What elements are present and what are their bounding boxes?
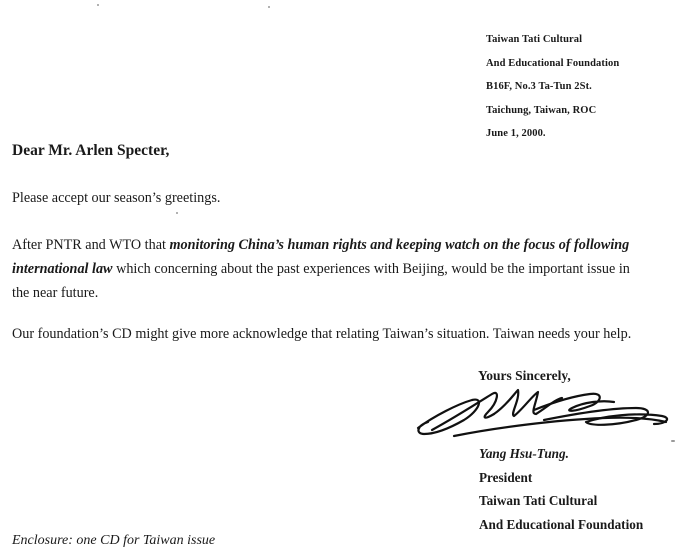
paragraph-greetings: Please accept our season’s greetings. (12, 190, 221, 206)
signer-block (479, 442, 643, 536)
handwritten-signature-icon (414, 380, 684, 450)
sender-org-line1: Taiwan Tati Cultural (486, 34, 583, 45)
paragraph-main-emphasis-1: monitoring China’s human rights and keeping watch on the focus of following (169, 237, 630, 253)
sender-address-block (486, 28, 619, 146)
signer-org-line2: And Educational Foundation (479, 516, 644, 532)
signer-name: Yang Hsu-Tung. (479, 446, 569, 461)
scan-speck (97, 4, 99, 6)
letter-date: June 1, 2000. (486, 128, 546, 139)
paragraph-cd: Our foundation’s CD might give more acknowledge that relating Taiwan’s situation. Taiwan needs your help. (12, 326, 632, 342)
paragraph-main-emphasis-2: international law (12, 261, 113, 277)
salutation: Dear Mr. Arlen Specter, (12, 142, 170, 159)
scan-speck (268, 6, 270, 8)
scan-speck (176, 212, 178, 214)
paragraph-main-line2 (12, 257, 630, 281)
paragraph-main-line3: the near future. (12, 285, 99, 301)
sender-org-line2: And Educational Foundation (486, 57, 620, 69)
paragraph-main-line1-prefix: After PNTR and WTO that (12, 237, 170, 253)
sender-street: B16F, No.3 Ta-Tun 2St. (486, 81, 592, 92)
paragraph-main-line1 (12, 233, 630, 257)
paragraph-main (12, 233, 630, 305)
paragraph-main-line2-suffix: which concerning about the past experiences with Beijing, would be the important issue in (112, 261, 630, 277)
signer-org-line1: Taiwan Tati Cultural (479, 493, 598, 508)
closing-phrase: Yours Sincerely, (478, 368, 571, 383)
signer-title: President (479, 469, 533, 485)
enclosure-note: Enclosure: one CD for Taiwan issue (12, 533, 216, 548)
sender-city: Taichung, Taiwan, ROC (486, 104, 597, 116)
